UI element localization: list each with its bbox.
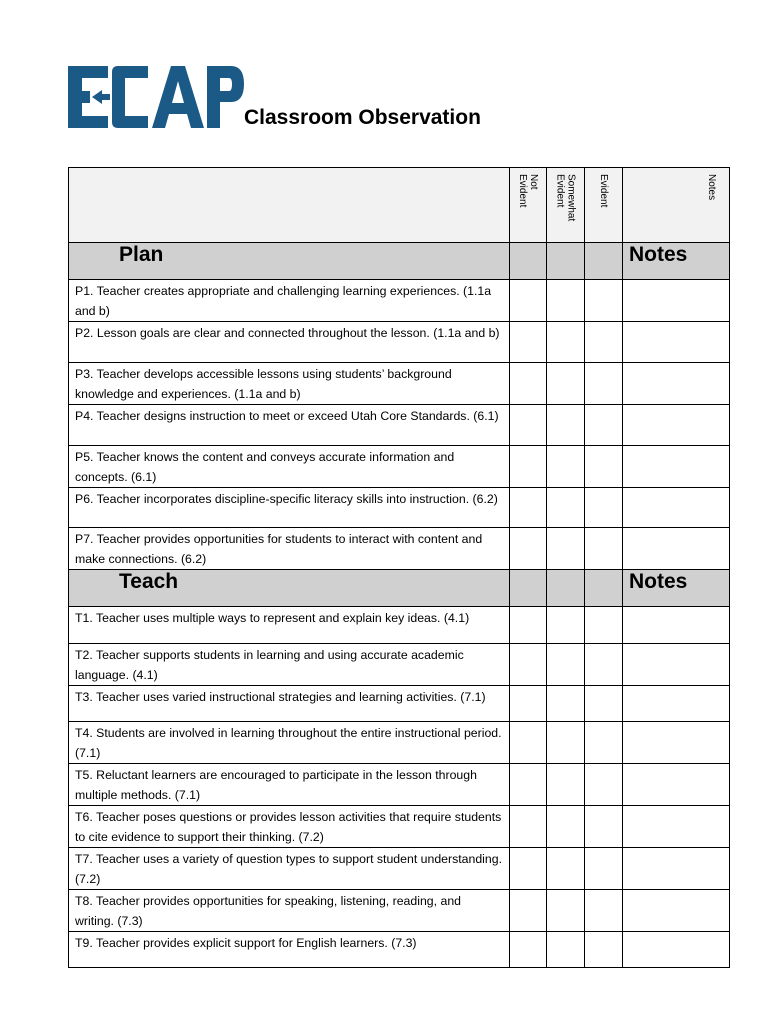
evident-checkbox-cell[interactable] <box>585 932 623 968</box>
section-label-cell <box>69 243 510 280</box>
criterion-text: P2. Lesson goals are clear and connected throughout the lesson. (1.1a and b) <box>75 326 500 340</box>
somewhat-evident-checkbox-cell[interactable] <box>547 890 585 932</box>
criterion-text: P7. Teacher provides opportunities for students to interact with content and make connections. (6.2) <box>75 532 483 566</box>
criterion-row <box>69 363 730 405</box>
evident-checkbox-cell[interactable] <box>585 848 623 890</box>
notes-entry-cell[interactable] <box>623 932 730 968</box>
not-evident-checkbox-cell[interactable] <box>510 405 547 446</box>
evident-checkbox-cell[interactable] <box>585 644 623 686</box>
criterion-text-cell <box>69 932 510 968</box>
section-cell <box>510 570 547 607</box>
section-cell <box>547 243 585 280</box>
criterion-text: T2. Teacher supports students in learning and using accurate academic language. (4.1) <box>75 648 464 682</box>
criterion-text-cell <box>69 890 510 932</box>
somewhat-evident-checkbox-cell[interactable] <box>547 607 585 644</box>
somewhat-evident-checkbox-cell[interactable] <box>547 686 585 722</box>
evident-checkbox-cell[interactable] <box>585 488 623 528</box>
criterion-row <box>69 280 730 322</box>
somewhat-evident-checkbox-cell[interactable] <box>547 644 585 686</box>
criterion-text: T4. Students are involved in learning throughout the entire instructional period. (7.1) <box>75 726 502 760</box>
criterion-row <box>69 607 730 644</box>
header-not-evident: Not Evident <box>510 168 547 243</box>
section-cell <box>585 243 623 280</box>
criterion-text: P1. Teacher creates appropriate and challenging learning experiences. (1.1a and b) <box>75 284 492 318</box>
evident-checkbox-cell[interactable] <box>585 363 623 405</box>
section-label: Teach <box>119 570 179 593</box>
criterion-row <box>69 644 730 686</box>
section-notes-label: Notes <box>629 243 688 266</box>
not-evident-checkbox-cell[interactable] <box>510 932 547 968</box>
criterion-text-cell <box>69 528 510 570</box>
header-somewhat-evident: Somewhat Evident <box>547 168 585 243</box>
criterion-text-cell <box>69 363 510 405</box>
not-evident-checkbox-cell[interactable] <box>510 848 547 890</box>
somewhat-evident-checkbox-cell[interactable] <box>547 280 585 322</box>
criterion-text: T5. Reluctant learners are encouraged to participate in the lesson through multiple methods. (7.1) <box>75 768 477 802</box>
somewhat-evident-checkbox-cell[interactable] <box>547 722 585 764</box>
criterion-text-cell <box>69 686 510 722</box>
section-cell <box>585 570 623 607</box>
header-evident: Evident <box>585 168 623 243</box>
evident-checkbox-cell[interactable] <box>585 607 623 644</box>
notes-entry-cell[interactable] <box>623 890 730 932</box>
not-evident-checkbox-cell[interactable] <box>510 363 547 405</box>
criterion-text-cell <box>69 644 510 686</box>
not-evident-checkbox-cell[interactable] <box>510 722 547 764</box>
criterion-text-cell <box>69 446 510 488</box>
criterion-text: T3. Teacher uses varied instructional strategies and learning activities. (7.1) <box>75 690 486 704</box>
notes-entry-cell[interactable] <box>623 280 730 322</box>
criterion-row <box>69 764 730 806</box>
criterion-text: T9. Teacher provides explicit support for English learners. (7.3) <box>75 936 417 950</box>
not-evident-checkbox-cell[interactable] <box>510 322 547 363</box>
criterion-text: P6. Teacher incorporates discipline-specific literacy skills into instruction. (6.2) <box>75 492 498 506</box>
criterion-text-cell <box>69 607 510 644</box>
notes-entry-cell[interactable] <box>623 848 730 890</box>
not-evident-checkbox-cell[interactable] <box>510 806 547 848</box>
criterion-text-cell <box>69 488 510 528</box>
notes-entry-cell[interactable] <box>623 764 730 806</box>
notes-entry-cell[interactable] <box>623 644 730 686</box>
somewhat-evident-checkbox-cell[interactable] <box>547 848 585 890</box>
section-label: Plan <box>119 243 164 266</box>
notes-entry-cell[interactable] <box>623 322 730 363</box>
evident-checkbox-cell[interactable] <box>585 528 623 570</box>
column-header-row <box>69 168 730 243</box>
evident-checkbox-cell[interactable] <box>585 405 623 446</box>
criterion-text: T7. Teacher uses a variety of question types to support student understanding. (7.2) <box>75 852 503 886</box>
not-evident-checkbox-cell[interactable] <box>510 528 547 570</box>
not-evident-checkbox-cell[interactable] <box>510 890 547 932</box>
somewhat-evident-checkbox-cell[interactable] <box>547 446 585 488</box>
evident-checkbox-cell[interactable] <box>585 806 623 848</box>
somewhat-evident-checkbox-cell[interactable] <box>547 322 585 363</box>
criterion-row <box>69 722 730 764</box>
not-evident-checkbox-cell[interactable] <box>510 644 547 686</box>
section-label-cell <box>69 570 510 607</box>
evident-checkbox-cell[interactable] <box>585 322 623 363</box>
section-notes-label: Notes <box>629 570 688 593</box>
criterion-text: P5. Teacher knows the content and conveys accurate information and concepts. (6.1) <box>75 450 455 484</box>
criterion-row <box>69 322 730 363</box>
somewhat-evident-checkbox-cell[interactable] <box>547 806 585 848</box>
criterion-row <box>69 405 730 446</box>
criterion-text-cell <box>69 322 510 363</box>
evident-checkbox-cell[interactable] <box>585 722 623 764</box>
criterion-text-cell <box>69 764 510 806</box>
criterion-text: T8. Teacher provides opportunities for speaking, listening, reading, and writing. (7.3) <box>75 894 461 928</box>
criterion-row <box>69 446 730 488</box>
notes-entry-cell[interactable] <box>623 686 730 722</box>
criterion-row <box>69 528 730 570</box>
notes-entry-cell[interactable] <box>623 405 730 446</box>
evident-checkbox-cell[interactable] <box>585 890 623 932</box>
notes-entry-cell[interactable] <box>623 528 730 570</box>
notes-entry-cell[interactable] <box>623 363 730 405</box>
header-blank-cell <box>69 168 510 243</box>
ecap-logo <box>68 66 244 128</box>
not-evident-checkbox-cell[interactable] <box>510 280 547 322</box>
somewhat-evident-checkbox-cell[interactable] <box>547 528 585 570</box>
criterion-text: T6. Teacher poses questions or provides lesson activities that require students to cite evidence to support their thinking. (7.2) <box>75 810 502 844</box>
criterion-row <box>69 686 730 722</box>
section-header-plan <box>69 243 730 280</box>
section-header-teach <box>69 570 730 607</box>
evident-checkbox-cell[interactable] <box>585 764 623 806</box>
criterion-row <box>69 890 730 932</box>
notes-entry-cell[interactable] <box>623 806 730 848</box>
somewhat-evident-checkbox-cell[interactable] <box>547 363 585 405</box>
somewhat-evident-checkbox-cell[interactable] <box>547 932 585 968</box>
evident-checkbox-cell[interactable] <box>585 686 623 722</box>
section-notes-cell <box>623 243 730 280</box>
criterion-row <box>69 932 730 968</box>
header-notes: Notes <box>623 168 730 243</box>
criterion-text-cell <box>69 722 510 764</box>
evident-checkbox-cell[interactable] <box>585 280 623 322</box>
criterion-text: P3. Teacher develops accessible lessons using students’ background knowledge and experiences. (1.1a and b) <box>75 367 452 401</box>
not-evident-checkbox-cell[interactable] <box>510 764 547 806</box>
criterion-row <box>69 488 730 528</box>
document-title: Classroom Observation <box>244 106 481 129</box>
not-evident-checkbox-cell[interactable] <box>510 446 547 488</box>
observation-table <box>68 167 730 968</box>
not-evident-checkbox-cell[interactable] <box>510 488 547 528</box>
evident-checkbox-cell[interactable] <box>585 446 623 488</box>
criterion-text-cell <box>69 405 510 446</box>
criterion-text-cell <box>69 280 510 322</box>
notes-entry-cell[interactable] <box>623 607 730 644</box>
section-cell <box>510 243 547 280</box>
criterion-text-cell <box>69 806 510 848</box>
criterion-text: P4. Teacher designs instruction to meet or exceed Utah Core Standards. (6.1) <box>75 409 499 423</box>
criterion-text: T1. Teacher uses multiple ways to represent and explain key ideas. (4.1) <box>75 611 470 625</box>
notes-entry-cell[interactable] <box>623 446 730 488</box>
criterion-row <box>69 848 730 890</box>
somewhat-evident-checkbox-cell[interactable] <box>547 405 585 446</box>
not-evident-checkbox-cell[interactable] <box>510 686 547 722</box>
section-notes-cell <box>623 570 730 607</box>
criterion-row <box>69 806 730 848</box>
somewhat-evident-checkbox-cell[interactable] <box>547 764 585 806</box>
notes-entry-cell[interactable] <box>623 722 730 764</box>
notes-entry-cell[interactable] <box>623 488 730 528</box>
not-evident-checkbox-cell[interactable] <box>510 607 547 644</box>
section-cell <box>547 570 585 607</box>
somewhat-evident-checkbox-cell[interactable] <box>547 488 585 528</box>
criterion-text-cell <box>69 848 510 890</box>
